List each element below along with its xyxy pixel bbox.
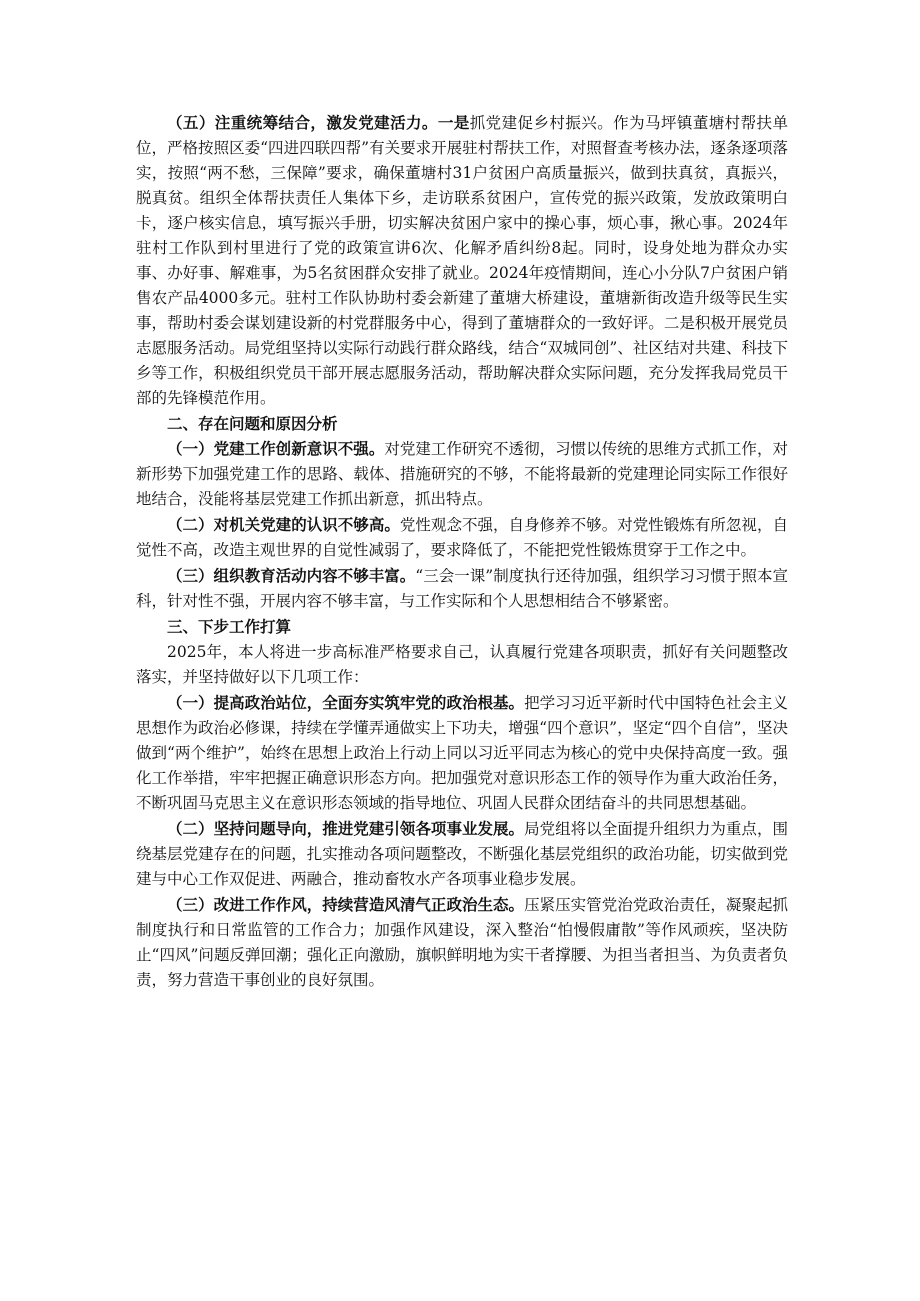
- document-body: [136, 110, 788, 993]
- paragraph-text: “三会一课”制度执行还待加强，组织学习习惯于照本宣科，针对性不强，开展内容不够丰富，与工作实际和个人思想相结合不够紧密。: [136, 567, 788, 610]
- paragraph-lead: （三）组织教育活动内容不够丰富。: [167, 566, 416, 585]
- paragraph-plan-1: [136, 690, 788, 816]
- paragraph-lead: （一）党建工作创新意识不强。: [167, 439, 385, 458]
- paragraph-text: 压紧压实管党治党政治责任，凝聚起抓制度执行和日常监管的工作合力；加强作风建设，深入整治“怕慢假庸散”等作风顽疾，坚决防止“四风”问题反弹回潮；强化正向激励，旗帜鲜明地为实干者撑腰、为担当者担当、为负责者负责，努力营造干事创业的良好氛围。: [136, 896, 788, 989]
- paragraph-lead: （三）改进工作作风，持续营造风清气正政治生态。: [167, 895, 525, 914]
- section-heading-problems: 二、存在问题和原因分析: [167, 414, 338, 433]
- paragraph-lead: （五）注重统筹结合，激发党建活力。一是: [167, 113, 470, 132]
- paragraph-party-activity: [136, 110, 788, 411]
- paragraph-plan-3: [136, 892, 788, 993]
- paragraph-text: 抓党建促乡村振兴。作为马坪镇董塘村帮扶单位，严格按照区委“四进四联四帮”有关要求开展驻村帮扶工作，对照督查考核办法，逐条逐项落实，按照“两不愁，三保障”要求，确保董塘村31户贫困户高质量振兴，做到扶真贫，真振兴，脱真贫。组织全体帮扶责任人集体下乡，走访联系贫困户，宣传党的振兴政策，发放政策明白卡，逐户核实信息，填写振兴手册，切实解决贫困户家中的操心事，烦心事，揪心事。2024年驻村工作队到村里进行了党的政策宣讲6次、化解矛盾纠纷8起。同时，设身处地为群众办实事、办好事、解难事，为5名贫困群众安排了就业。2024年疫情期间，连心小分队7户贫困户销售农产品4000多元。驻村工作队协助村委会新建了董塘大桥建设，董塘新街改造升级等民生实事，帮助村委会谋划建设新的村党群服务中心，得到了董塘群众的一致好评。二是积极开展党员志愿服务活动。局党组坚持以实际行动践行群众路线，结合“双城同创”、社区结对共建、科技下乡等工作，积极组织党员干部开展志愿服务活动，帮助解决群众实际问题，充分发挥我局党员干部的先锋模范作用。: [136, 114, 788, 407]
- paragraph-text: 局党组将以全面提升组织力为重点，围绕基层党建存在的问题，扎实推动各项问题整改，不断强化基层党组织的政治功能，切实做到党建与中心工作双促进、两融合，推动畜牧水产各项事业稳步发展。: [136, 820, 788, 888]
- paragraph-text: 党性观念不强，自身修养不够。对党性锻炼有所忽视，自觉性不高，改造主观世界的自觉性减弱了，要求降低了，不能把党性锻炼贯穿于工作之中。: [136, 516, 788, 559]
- section-heading-next-steps: 三、下步工作打算: [167, 617, 292, 636]
- paragraph-plan-2: [136, 816, 788, 892]
- paragraph-text: 对党建工作研究不透彻，习惯以传统的思维方式抓工作，对新形势下加强党建工作的思路、载体、措施研究的不够，不能将最新的党建理论同实际工作很好地结合，没能将基层党建工作抓出新意，抓出特点。: [136, 440, 788, 508]
- paragraph-lead: （二）坚持问题导向，推进党建引领各项事业发展。: [167, 819, 525, 838]
- paragraph-problem-1: [136, 436, 788, 512]
- paragraph-problem-3: [136, 563, 788, 614]
- paragraph-intro-2025: [136, 639, 788, 690]
- paragraph-lead: （二）对机关党建的认识不够高。: [167, 515, 400, 534]
- paragraph-problem-2: [136, 512, 788, 563]
- paragraph-lead: （一）提高政治站位，全面夯实筑牢党的政治根基。: [167, 693, 525, 712]
- paragraph-text: 2025年，本人将进一步高标准严格要求自己，认真履行党建各项职责，抓好有关问题整改落实，并坚持做好以下几项工作：: [136, 643, 788, 686]
- paragraph-text: 把学习习近平新时代中国特色社会主义思想作为政治必修课，持续在学懂弄通做实上下功夫，增强“四个意识”，坚定“四个自信”，坚决做到“两个维护”，始终在思想上政治上行动上同以习近平同志为核心的党中央保持高度一致。强化工作举措，牢牢把握正确意识形态方向。把加强党对意识形态工作的领导作为重大政治任务，不断巩固马克思主义在意识形态领域的指导地位、巩固人民群众团结奋斗的共同思想基础。: [136, 694, 788, 812]
